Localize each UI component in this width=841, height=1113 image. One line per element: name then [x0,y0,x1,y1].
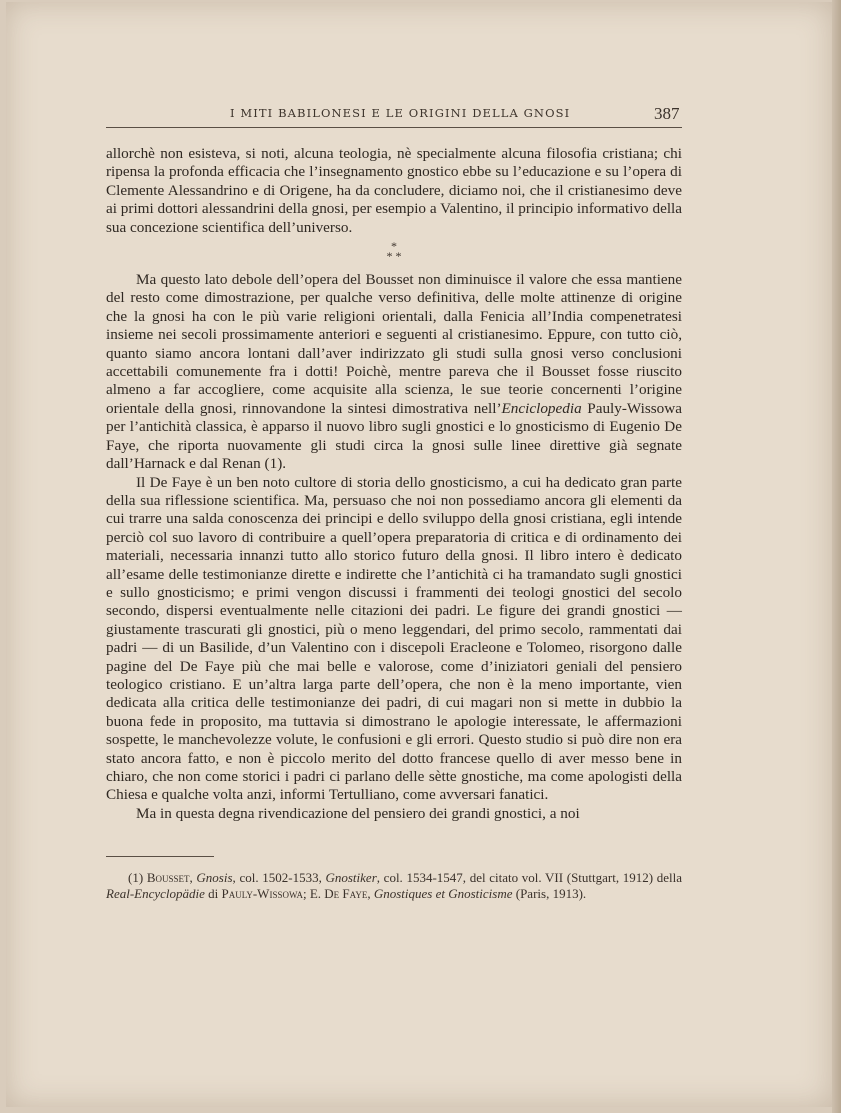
footnote-text-4: ; [302,886,310,901]
paragraph-1: allorchè non esisteva, si noti, alcuna teologia, nè specialmente alcuna filosofia cristiana; chi ripensa la profonda efficacia che l’insegnamento gnostico ebbe su l’educazione e su l’opera di Clemente Alessandrino e di Origene, ha da concludere, diciamo noi, che il cristianesimo deve ai primi dottori alessandrini della gnosi, per esempio a Valentino, il principio informativo della sua concezione scientifica dell’universo. [106,145,682,236]
footnote-text-5: (Paris, 1913). [512,886,587,901]
paragraph-4: Ma in questa degna rivendicazione del pensiero dei grandi gnostici, a noi [136,804,580,822]
footnote: (1) Bousset, Gnosis, col. 1502-1533, Gnostiker, col. 1534-1547, del citato vol. VII (Stuttgart, 1912) della Real-Encyclopädie di Pauly-Wissowa; E. De Faye, Gnostiques et Gnosticisme (Paris, 1913). [106,870,683,901]
paragraph-2-part-a: Ma questo lato debole dell’opera del Bousset non diminuisce il valore che essa mantiene del resto come dimostrazione, per qualche verso definitiva, delle molte attinenze di origine che la gnosi ha con le più varie religioni orientali, dalla Fenicia all’India compenetratesi insieme nei secoli prossimamente anteriori e seguenti al cristianesimo. Eppure, con tutto ciò, quanto siamo ancora lontani dall’aver indirizzato gli studi sulla gnosi verso conclusioni accettabili comunemente fra i dotti! Poichè, mentre pareva che il Bousset fosse riuscito almeno a far accogliere, come acquisite alla scienza, le sue teorie concernenti l’origine orientale della gnosi, rinnovandone la sintesi dimostrativa nell’ [106,271,682,417]
asterism-bottom: * * [386,249,402,264]
footnote-text-3: di [204,886,222,901]
footnote-author-2: Pauly-Wissowa [221,886,303,901]
footnote-number: (1) [128,870,144,885]
footnote-author-1: Bousset [146,870,190,885]
header-rule [106,127,682,128]
footnote-title-1: Gnosis [196,870,233,885]
paragraph-2 [106,271,682,473]
footnote-text-2: , col. 1534-1547, del citato vol. VII (Stuttgart, 1912) della [376,870,683,885]
footnote-title-2: Gnostiker [325,870,377,885]
footnote-text-1: , col. 1502-1533, [232,870,326,885]
body-text [106,145,682,823]
page-edge [832,0,841,1113]
page-number: 387 [654,104,680,123]
paragraph-2-italic: Enciclopedia [501,399,582,417]
footnote-rule [106,856,214,857]
paragraph-3: Il De Faye è un ben noto cultore di storia dello gnosticismo, a cui ha dedicato gran parte della sua riflessione scientifica. Ma, persuaso che noi non possediamo ancora gli elementi da cui trarre una salda conoscenza dei principi e dello sviluppo della gnosi cristiana, egli intende perciò col suo lavoro di contribuire a quell’opera preparatoria di critica e di ordinamento dei materiali, necessaria innanzi tutto allo storico futuro della gnosi. Il libro intero è dedicato all’esame delle testimonianze dirette e indirette che l’antichità ci ha tramandato sugli gnostici e sullo gnosticismo; e primi vengon discussi i frammenti dei teologi gnostici del secolo secondo, dispersi eventualmente nelle citazioni dei padri. Le figure dei grandi gnostici — giustamente trascurati gli gnostici, più o meno leggendari, del primo secolo, rammentati dai padri — di un Basilide, d’un Valentino con i discepoli Eracleone e Tolomeo, risorgono dalle pagine del De Faye più che mai belle e valorose, come d’iniziatori geniali del pensiero teologico cristiano. E un’altra larga parte dell’opera, che non è la meno importante, vien dedicata alla critica delle testimonianze dei padri, di cui magari non si mette in dubbio la buona fede in proposito, ma tuttavia si dimostrano le apologie interessate, le affermazioni sospette, le manchevolezze volute, le confusioni e gli errori. Questo studio si può dire non era stato ancora fatto, e non è piccolo merito del dotto francese quello di aver messo bene in chiaro, che non come storici i padri ci parlano delle sètte gnostiche, ma come apologisti della Chiesa e qualche volta anzi, informi Tertulliano, come avversari fanatici. [106,473,682,804]
running-header-title: I MITI BABILONESI E LE ORIGINI DELLA GNOSI [230,106,571,120]
section-asterism [106,239,682,264]
footnote-author-3: E. De Faye [309,886,368,901]
footnote-title-4: Gnostiques et Gnosticisme [373,886,513,901]
asterism-top: * [391,239,397,254]
paragraph-2-part-b: Pauly-Wissowa per l’antichità classica, è apparso il nuovo libro sugli gnostici e lo gnosticismo di Eugenio De Faye, che riporta nuovamente gli studi circa la gnosi sulle linee direttive già segnate dall’Harnack e dal Renan (1). [106,399,682,473]
footnote-title-3: Real-Encyclopädie [106,886,205,901]
